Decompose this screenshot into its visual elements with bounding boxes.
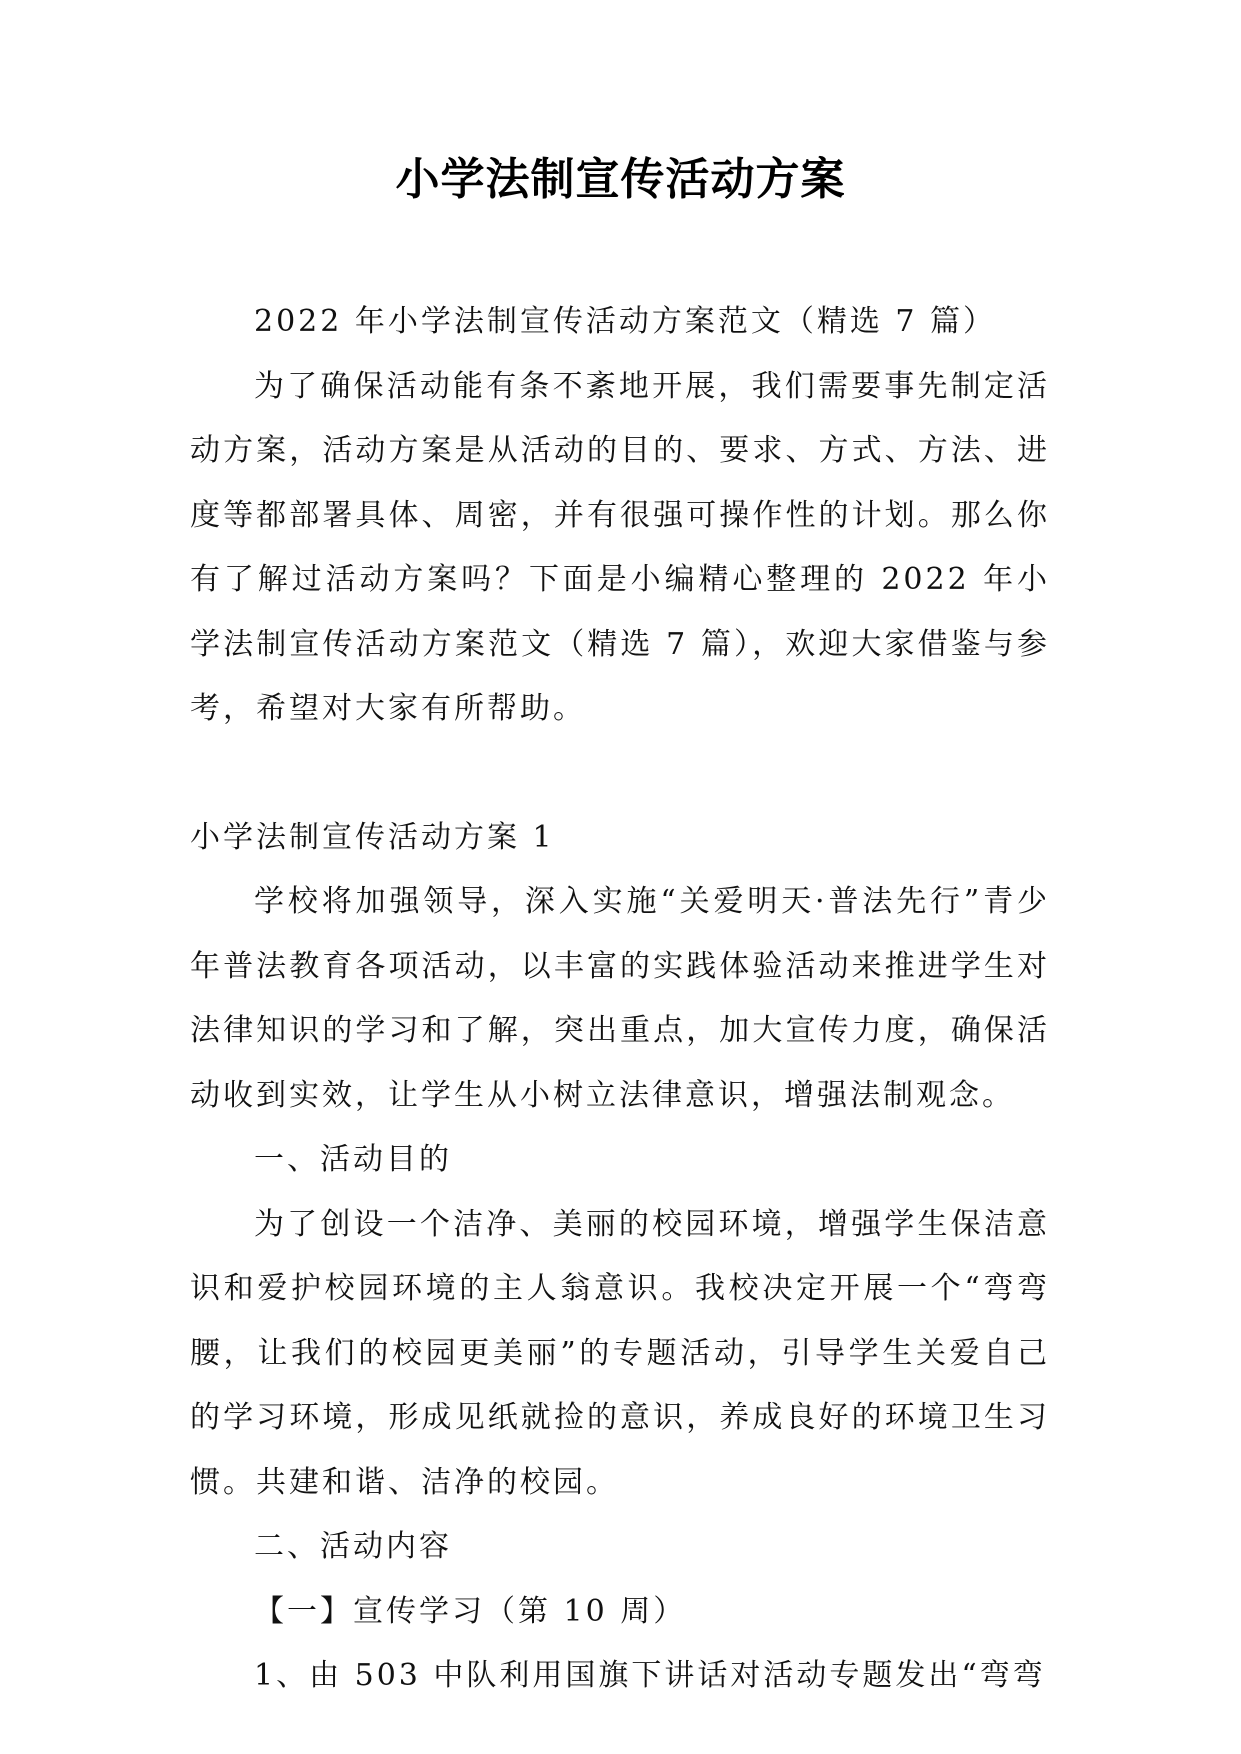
list-item-1: 1、由 503 中队利用国旗下讲话对活动专题发出“弯弯 [254, 1658, 1046, 1693]
heading-activity-content: 二、活动内容 [254, 1529, 452, 1564]
intro-paragraph: 为了确保活动能有条不紊地开展，我们需要事先制定活动方案，活动方案是从活动的目的、要求、方式、方法、进度等都部署具体、周密，并有很强可操作性的计划。那么你有了解过活动方案吗？下面是小编精心整理的 2022 年小学法制宣传活动方案范文（精选 7 篇），欢迎大家借鉴与参考，希望对大家有所帮助。 [190, 368, 1050, 726]
document-body [190, 290, 1050, 1709]
section-title: 小学法制宣传活动方案 1 [190, 819, 555, 855]
purpose-paragraph: 为了创设一个洁净、美丽的校园环境，增强学生保洁意识和爱护校园环境的主人翁意识。我校决定开展一个“弯弯腰，让我们的校园更美丽”的专题活动，引导学生关爱自己的学习环境，形成见纸就捡的意识，养成良好的环境卫生习惯。共建和谐、洁净的校园。 [190, 1206, 1050, 1500]
document-subtitle: 2022 年小学法制宣传活动方案范文（精选 7 篇） [254, 304, 997, 339]
document-title: 小学法制宣传活动方案 [395, 154, 846, 205]
section-intro-paragraph: 学校将加强领导，深入实施“关爱明天·普法先行”青少年普法教育各项活动，以丰富的实践体验活动来推进学生对法律知识的学习和了解，突出重点，加大宣传力度，确保活动收到实效，让学生从小树立法律意识，增强法制观念。 [190, 884, 1050, 1113]
heading-activity-purpose: 一、活动目的 [254, 1142, 452, 1177]
subheading-publicity-study: 【一】宣传学习（第 10 周） [254, 1593, 687, 1629]
